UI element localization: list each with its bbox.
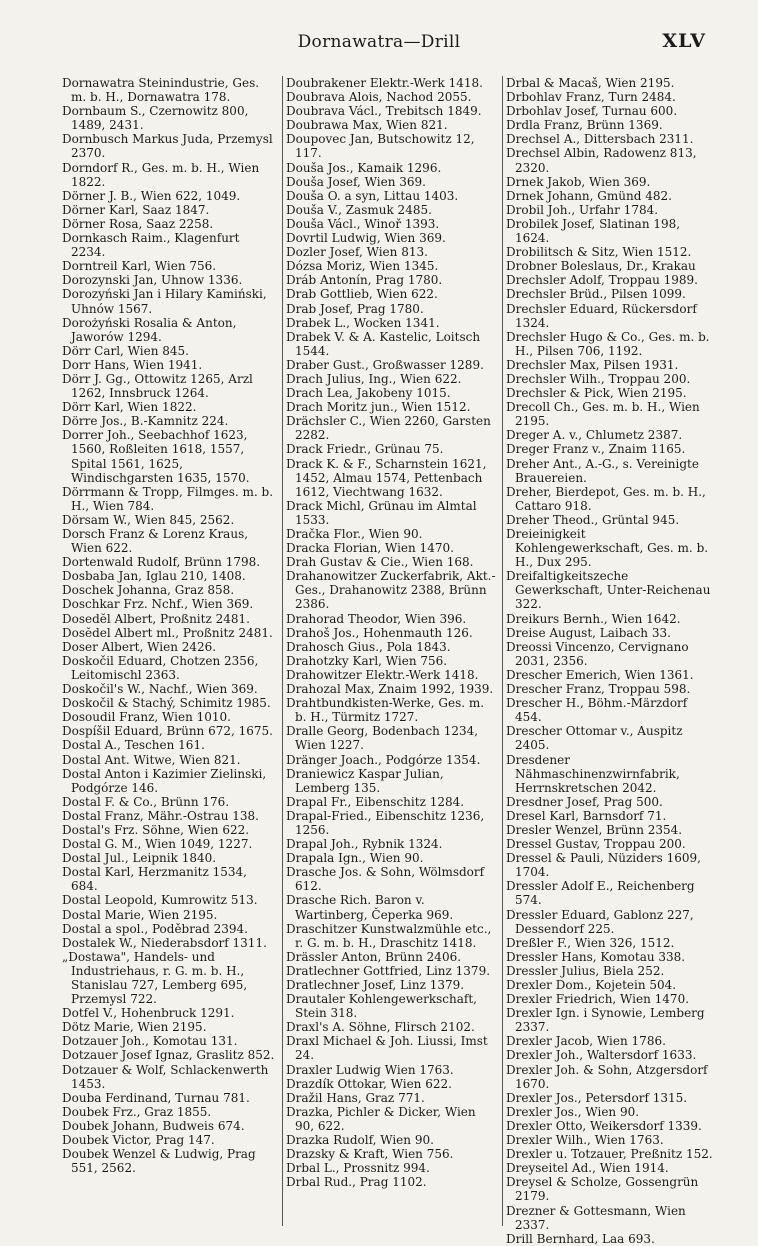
directory-entry: Drexler Dom., Kojetein 504. <box>506 978 677 992</box>
directory-columns <box>62 76 713 1246</box>
directory-entry: Drapal Joh., Rybnik 1324. <box>286 837 443 852</box>
directory-entry: Doser Albert, Wien 2426. <box>62 639 217 654</box>
directory-entry: Dostal G. M., Wien 1049, 1227. <box>62 837 253 852</box>
directory-entry: Dorozyński Jan i Hilary Kamiński, Uhnów 1567. <box>62 287 267 316</box>
directory-entry: Doubek Victor, Prag 147. <box>62 1133 215 1148</box>
directory-entry: Doschkar Frz. Nchf., Wien 369. <box>62 597 254 612</box>
directory-entry: Drexler Joh. & Sohn, Atzgersdorf 1670. <box>506 1062 708 1091</box>
directory-entry: Drahosch Gius., Pola 1843. <box>286 639 451 654</box>
directory-entry: Drächsler C., Wien 2260, Garsten 2282. <box>286 414 491 443</box>
directory-entry: Dötz Marie, Wien 2195. <box>62 1020 207 1035</box>
directory-entry: Dörr Karl, Wien 1822. <box>62 400 197 415</box>
directory-entry: Doskočil's W., Nachf., Wien 369. <box>62 682 258 697</box>
directory-entry: Doubrava Alois, Nachod 2055. <box>286 90 472 105</box>
directory-entry: Drexler u. Totzauer, Preßnitz 152. <box>506 1147 713 1162</box>
directory-entry: Drobil Joh., Urfahr 1784. <box>506 202 659 217</box>
page-title: Dornawatra—Drill <box>297 32 461 52</box>
directory-entry: Douba Ferdinand, Turnau 781. <box>62 1090 250 1105</box>
directory-entry: Dralle Georg, Bodenbach 1234, Wien 1227. <box>286 724 479 753</box>
directory-entry: Drabek V. & A. Kastelic, Loitsch 1544. <box>286 329 481 358</box>
directory-entry: Drescher H., Böhm.-Märzdorf 454. <box>506 696 688 725</box>
directory-entry: Drahotzky Karl, Wien 756. <box>286 653 448 668</box>
directory-entry: Draber Gust., Großwasser 1289. <box>286 357 484 372</box>
directory-entry: Dreysel & Scholze, Gossengrün 2179. <box>506 1175 699 1204</box>
directory-entry: Drahorad Theodor, Wien 396. <box>286 611 467 626</box>
directory-entry: Drautaler Kohlengewerkschaft, Stein 318. <box>286 992 477 1021</box>
directory-entry: Dotzauer Josef Ignaz, Graslitz 852. <box>62 1048 275 1063</box>
directory-entry: Drexler Wilh., Wien 1763. <box>506 1133 664 1148</box>
directory-entry: Doubrava Václ., Trebitsch 1849. <box>286 104 482 119</box>
directory-entry: Drazka, Pichler & Dicker, Wien 90, 622. <box>286 1104 476 1133</box>
directory-entry: Dressel Gustav, Troppau 200. <box>506 837 686 852</box>
directory-entry: Drbal L., Prossnitz 994. <box>286 1161 430 1176</box>
directory-entry: Dospíšil Eduard, Brünn 672, 1675. <box>62 724 273 739</box>
directory-entry: Dörre Jos., B.-Kamnitz 224. <box>62 414 229 429</box>
directory-entry: Dreher Ant., A.-G., s. Vereinigte Brauereien. <box>506 456 699 485</box>
directory-entry: Drapal-Fried., Eibenschitz 1236, 1256. <box>286 808 485 837</box>
directory-entry: Drbohlav Josef, Turnau 600. <box>506 104 678 119</box>
directory-entry: Dostal Ant. Witwe, Wien 821. <box>62 752 241 767</box>
directory-entry: Dostal Jul., Leipnik 1840. <box>62 851 217 866</box>
directory-entry: Dornkasch Raim., Klagenfurt 2234. <box>62 231 240 260</box>
directory-entry: Drechsler Eduard, Rückersdorf 1324. <box>506 301 697 330</box>
directory-entry: Dörner Rosa, Saaz 2258. <box>62 216 214 231</box>
column-1 <box>62 76 276 1226</box>
directory-entry: Dreger A. v., Chlumetz 2387. <box>506 428 683 443</box>
directory-entry: Dörr Carl, Wien 845. <box>62 343 189 358</box>
directory-entry: Dračka Flor., Wien 90. <box>286 527 423 541</box>
directory-entry: Dostal F. & Co., Brünn 176. <box>62 794 230 809</box>
directory-entry: Drab Josef, Prag 1780. <box>286 301 424 316</box>
directory-entry: Drack Michl, Grünau im Almtal 1533. <box>286 498 477 527</box>
directory-entry: Dreifaltigkeitszeche Gewerkschaft, Unter-Reichenau 322. <box>506 569 711 612</box>
directory-entry: Dreßler F., Wien 326, 1512. <box>506 935 675 950</box>
directory-entry: Dracka Florian, Wien 1470. <box>286 541 454 556</box>
directory-entry: Dressel & Pauli, Nüziders 1609, 1704. <box>506 851 701 880</box>
directory-entry: Douša Jos., Kamaik 1296. <box>286 160 442 175</box>
directory-entry: Doubek Johann, Budweis 674. <box>62 1118 245 1133</box>
directory-entry: Dorozynski Jan, Uhnow 1336. <box>62 273 243 288</box>
directory-entry: Drechsler Max, Pilsen 1931. <box>506 357 679 372</box>
directory-entry: Drbohlav Franz, Turn 2484. <box>506 90 676 105</box>
directory-entry: Dörr J. Gg., Ottowitz 1265, Arzl 1262, Innsbruck 1264. <box>62 371 253 401</box>
directory-entry: Drazdík Ottokar, Wien 622. <box>286 1076 452 1091</box>
directory-entry: Drazka Rudolf, Wien 90. <box>286 1133 434 1148</box>
directory-entry: Drill Bernhard, Laa 693. <box>506 1231 655 1246</box>
directory-entry: Drazsky & Kraft, Wien 756. <box>286 1147 454 1162</box>
directory-entry: Drbal & Macaš, Wien 2195. <box>506 76 675 90</box>
directory-entry: Drach Julius, Ing., Wien 622. <box>286 371 462 386</box>
directory-entry: Douša O. a syn, Littau 1403. <box>286 188 459 203</box>
directory-entry: Dostal Marie, Wien 2195. <box>62 907 218 922</box>
directory-entry: Drechsel A., Dittersbach 2311. <box>506 132 694 147</box>
directory-entry: Drescher Franz, Troppau 598. <box>506 682 691 697</box>
page-header <box>0 30 758 60</box>
directory-entry: Dorsch Franz & Lorenz Kraus, Wien 622. <box>62 527 249 556</box>
directory-entry: Drahozal Max, Znaim 1992, 1939. <box>286 682 494 697</box>
directory-entry: Doubek Frz., Graz 1855. <box>62 1104 212 1119</box>
directory-entry: Drobilek Josef, Slatinan 198, 1624. <box>506 216 681 246</box>
directory-entry: Dreikurs Bernh., Wien 1642. <box>506 611 681 626</box>
directory-entry: Dreger Franz v., Znaim 1165. <box>506 442 686 457</box>
directory-entry: Douša V., Zasmuk 2485. <box>286 202 432 217</box>
directory-entry: Dosbaba Jan, Iglau 210, 1408. <box>62 569 246 584</box>
directory-entry: Dornbusch Markus Juda, Przemysl 2370. <box>62 132 273 161</box>
directory-entry: Dostalek W., Niederabsdorf 1311. <box>62 935 267 950</box>
directory-entry: Doupovec Jan, Butschowitz 12, 117. <box>286 132 475 161</box>
directory-entry: Douša Josef, Wien 369. <box>286 174 426 189</box>
directory-entry: Draxl Michael & Joh. Liussi, Imst 24. <box>286 1034 488 1063</box>
directory-entry: Dotfel V., Hohenbruck 1291. <box>62 1006 235 1021</box>
directory-entry: Dosoudil Franz, Wien 1010. <box>62 710 231 725</box>
directory-entry: Dostal A., Teschen 161. <box>62 738 205 753</box>
directory-entry: „Dostawa", Handels- und Industriehaus, r. G. m. b. H., Stanislau 727, Lemberg 695, Przemysl 722. <box>62 949 248 1007</box>
directory-entry: Drnek Johann, Gmünd 482. <box>506 188 672 203</box>
directory-entry: Dresdner Josef, Prag 500. <box>506 794 663 809</box>
directory-entry: Dörner J. B., Wien 622, 1049. <box>62 188 241 203</box>
directory-entry: Dresler Wenzel, Brünn 2354. <box>506 822 683 837</box>
directory-entry: Dózsa Moriz, Wien 1345. <box>286 259 439 274</box>
directory-entry: Drahtbundkisten-Werke, Ges. m. b. H., Türmitz 1727. <box>286 696 485 725</box>
directory-entry: Dorntreil Karl, Wien 756. <box>62 259 217 274</box>
directory-entry: Dressler Eduard, Gablonz 227, Dessendorf 225. <box>506 907 694 936</box>
directory-entry: Drechsel Albin, Radowenz 813, 2320. <box>506 146 697 175</box>
directory-entry: Dostal's Frz. Söhne, Wien 622. <box>62 822 250 837</box>
directory-entry: Drach Lea, Jakobeny 1015. <box>286 386 451 401</box>
directory-entry: Dražil Hans, Graz 771. <box>286 1090 425 1105</box>
directory-entry: Doskočil Eduard, Chotzen 2356, Leitomischl 2363. <box>62 653 259 682</box>
directory-entry: Dratlechner Gottfried, Linz 1379. <box>286 963 491 978</box>
directory-entry: Drahanowitzer Zuckerfabrik, Akt.-Ges., Drahanowitz 2388, Brünn 2386. <box>286 569 496 612</box>
directory-entry: Drabek L., Wocken 1341. <box>286 315 440 330</box>
directory-entry: Dostal Anton i Kazimier Zielinski, Podgórze 146. <box>62 766 267 795</box>
directory-entry: Dotzauer Joh., Komotau 131. <box>62 1034 238 1049</box>
directory-entry: Doskočil & Stachý, Schimitz 1985. <box>62 696 271 711</box>
directory-entry: Drack Friedr., Grünau 75. <box>286 442 444 457</box>
directory-entry: Dosedĕl Albert, Proßnitz 2481. <box>62 611 250 626</box>
directory-entry: Dresdener Nähmaschinenzwirnfabrik, Herrnskretschen 2042. <box>506 752 680 795</box>
directory-entry: Drah Gustav & Cie., Wien 168. <box>286 555 474 570</box>
directory-entry: Dressler Hans, Komotau 338. <box>506 949 686 964</box>
directory-entry: Dörsam W., Wien 845, 2562. <box>62 512 235 527</box>
directory-entry: Dostal Leopold, Kumrowitz 513. <box>62 893 258 908</box>
directory-entry: Draxl's A. Söhne, Flirsch 2102. <box>286 1020 475 1035</box>
directory-entry: Dotzauer & Wolf, Schlackenwerth 1453. <box>62 1062 269 1091</box>
directory-entry: Dratlechner Josef, Linz 1379. <box>286 978 465 992</box>
directory-entry: Draschitzer Kunstwalzmühle etc., r. G. m. b. H., Draschitz 1418. <box>286 921 492 950</box>
directory-entry: Drechsler Brüd., Pilsen 1099. <box>506 287 686 302</box>
directory-entry: Drechsler Hugo & Co., Ges. m. b. H., Pilsen 706, 1192. <box>506 329 710 358</box>
directory-entry: Dorrer Joh., Seebachhof 1623, 1560, Roßleiten 1618, 1557, Spital 1561, 1625, Windischgarsten 1635, 1570. <box>62 428 250 485</box>
column-3 <box>502 76 716 1246</box>
directory-entry: Dörner Karl, Saaz 1847. <box>62 202 210 217</box>
directory-entry: Dressler Adolf E., Reichenberg 574. <box>506 879 695 908</box>
directory-entry: Dresel Karl, Barnsdorf 71. <box>506 808 667 823</box>
directory-entry: Drecoll Ch., Ges. m. b. H., Wien 2195. <box>506 400 700 429</box>
directory-entry: Dráb Antonín, Prag 1780. <box>286 273 443 288</box>
directory-entry: Dreyseitel Ad., Wien 1914. <box>506 1161 669 1176</box>
directory-entry: Dortenwald Rudolf, Brünn 1798. <box>62 555 261 570</box>
directory-entry: Drnek Jakob, Wien 369. <box>506 174 651 189</box>
directory-entry: Dorr Hans, Wien 1941. <box>62 357 203 372</box>
directory-entry: Doubrakener Elektr.-Werk 1418. <box>286 76 483 90</box>
directory-entry: Dovrtil Ludwig, Wien 369. <box>286 231 446 246</box>
directory-entry: Dostal a spol., Poděbrad 2394. <box>62 921 248 936</box>
directory-entry: Dränger Joach., Podgórze 1354. <box>286 752 481 767</box>
directory-entry: Dressler Julius, Biela 252. <box>506 963 665 978</box>
page-number: XLV <box>662 30 706 52</box>
directory-entry: Drasche Rich. Baron v. Wartinberg, Čeperka 969. <box>286 893 454 922</box>
directory-entry: Drexler Friedrich, Wien 1470. <box>506 992 690 1007</box>
directory-entry: Drapal Fr., Eibenschitz 1284. <box>286 794 465 809</box>
directory-entry: Draxler Ludwig Wien 1763. <box>286 1062 454 1077</box>
directory-entry: Doubrawa Max, Wien 821. <box>286 118 448 133</box>
directory-entry: Dorndorf R., Ges. m. b. H., Wien 1822. <box>62 160 260 189</box>
directory-entry: Drahoš Jos., Hohenmauth 126. <box>286 625 473 640</box>
directory-entry: Dreossi Vincenzo, Cervignano 2031, 2356. <box>506 639 689 668</box>
directory-entry: Drobner Boleslaus, Dr., Krakau <box>506 259 696 274</box>
directory-entry: Dreieinigkeit Kohlengewerkschaft, Ges. m. b. H., Dux 295. <box>506 527 709 570</box>
directory-entry: Dorożyński Rosalia & Anton, Jaworów 1294. <box>62 315 237 344</box>
directory-entry: Dornawatra Steinindustrie, Ges. m. b. H., Dornawatra 178. <box>62 76 260 105</box>
directory-entry: Dornbaum S., Czernowitz 800, 1489, 2431. <box>62 104 249 133</box>
directory-entry: Drexler Jos., Wien 90. <box>506 1104 640 1119</box>
directory-entry: Doubek Wenzel & Ludwig, Prag 551, 2562. <box>62 1147 256 1176</box>
directory-entry: Drescher Ottomar v., Auspitz 2405. <box>506 724 683 753</box>
directory-entry: Dreher Theod., Grüntal 945. <box>506 512 680 527</box>
directory-entry: Drobilitsch & Sitz, Wien 1512. <box>506 245 692 260</box>
directory-entry: Drahowitzer Elektr.-Werk 1418. <box>286 667 479 682</box>
directory-entry: Drezner & Gottesmann, Wien 2337. <box>506 1203 686 1232</box>
directory-entry: Dostal Franz, Mähr.-Ostrau 138. <box>62 808 259 823</box>
directory-entry: Drexler Jos., Petersdorf 1315. <box>506 1090 688 1105</box>
directory-entry: Dreise August, Laibach 33. <box>506 625 671 640</box>
directory-entry: Drasche Jos. & Sohn, Wölmsdorf 612. <box>286 865 485 894</box>
directory-entry: Drechsler Wilh., Troppau 200. <box>506 371 691 386</box>
directory-entry: Drack K. & F., Scharnstein 1621, 1452, Almau 1574, Pettenbach 1612, Viechtwang 1632. <box>286 456 487 499</box>
directory-entry: Drexler Jacob, Wien 1786. <box>506 1034 666 1049</box>
directory-entry: Dosĕdel Albert ml., Proßnitz 2481. <box>62 625 273 640</box>
directory-entry: Drescher Emerich, Wien 1361. <box>506 667 694 682</box>
directory-entry: Dozler Josef, Wien 813. <box>286 245 428 260</box>
directory-entry: Drexler Joh., Waltersdorf 1633. <box>506 1048 697 1063</box>
directory-entry: Drab Gottlieb, Wien 622. <box>286 287 438 302</box>
directory-entry: Drexler Otto, Weikersdorf 1339. <box>506 1118 702 1133</box>
directory-entry: Dörrmann & Tropp, Filmges. m. b. H., Wien 784. <box>62 484 274 513</box>
directory-entry: Douša Václ., Winoř 1393. <box>286 216 440 231</box>
directory-entry: Drapala Ign., Wien 90. <box>286 851 424 866</box>
directory-entry: Drässler Anton, Brünn 2406. <box>286 949 462 964</box>
directory-entry: Drexler Ign. i Synowie, Lemberg 2337. <box>506 1006 705 1035</box>
directory-entry: Draniewicz Kaspar Julian, Lemberg 135. <box>286 766 444 795</box>
directory-entry: Drach Moritz jun., Wien 1512. <box>286 400 471 415</box>
directory-entry: Dreher, Bierdepot, Ges. m. b. H., Cattaro 918. <box>506 484 706 513</box>
directory-entry: Drechsler Adolf, Troppau 1989. <box>506 273 698 288</box>
column-2 <box>282 76 498 1226</box>
directory-entry: Drdla Franz, Brünn 1369. <box>506 118 663 133</box>
directory-entry: Dostal Karl, Herzmanitz 1534, 684. <box>62 865 247 894</box>
directory-entry: Drechsler & Pick, Wien 2195. <box>506 386 687 401</box>
directory-entry: Drbal Rud., Prag 1102. <box>286 1175 427 1190</box>
directory-entry: Doschek Johanna, Graz 858. <box>62 583 235 598</box>
